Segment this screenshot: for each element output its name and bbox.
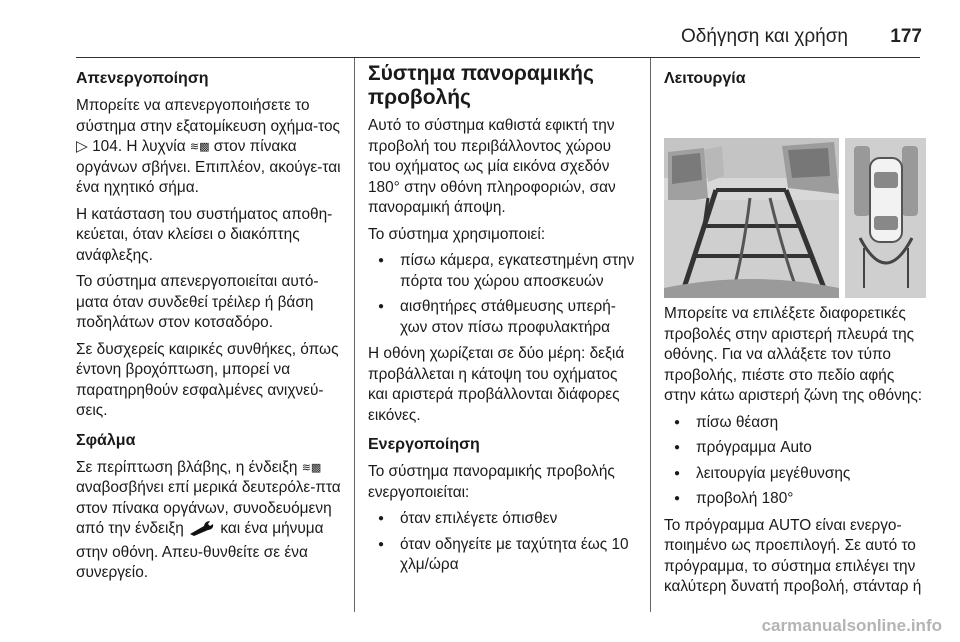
header-rule bbox=[76, 57, 920, 58]
arrow-ref-icon: ▷ bbox=[76, 138, 88, 155]
parking-sensor-icon: ≋▩ bbox=[189, 141, 210, 153]
text: και ένα μήνυμα στην οθόνη. Απευ-θυνθείτε σε ένα συνεργείο. bbox=[76, 520, 324, 581]
parking-sensor-icon: ≋▩ bbox=[301, 461, 322, 474]
list-item: ● όταν επιλέγετε όπισθεν bbox=[368, 509, 636, 530]
column-divider-1 bbox=[354, 58, 355, 612]
text: . Η λυχνία bbox=[117, 138, 190, 155]
paragraph: Αυτό το σύστημα καθιστά εφικτή την προβολή του περιβάλλοντος χώρου του οχήματος ως μία εικόνα σχεδόν 180° στην οθόνη πληροφοριών, σαν πανοραμική άποψη. bbox=[368, 117, 616, 216]
paragraph: Μπορείτε να επιλέξετε διαφορετικές προβολές στην αριστερή πλευρά της οθόνης. Για να αλλάξετε τον τύπο προβολής, πιέστε στο πεδίο αφής στην κάτω αριστερή ζώνη της οθόνης: bbox=[664, 305, 923, 404]
panoramic-view-figure bbox=[664, 138, 926, 298]
paragraph: Η κατάσταση του συστήματος αποθη-κεύεται, όταν κλείσει ο διακόπτης ανάφλεξης. bbox=[76, 205, 333, 264]
heading-panoramic-system: Σύστημα πανοραμικής προβολής bbox=[368, 62, 594, 109]
paragraph bbox=[76, 96, 346, 199]
components-list bbox=[368, 251, 636, 338]
list-item: ● αισθητήρες στάθμευσης υπερή-χων στον πίσω προφυλακτήρα bbox=[368, 297, 636, 338]
text: στον πίνακα οργάνων σβήνει. Επιπλέον, ακούγε-ται ένα ηχητικό σήμα. bbox=[76, 138, 341, 196]
column-3 bbox=[664, 60, 926, 604]
list-item: ● προβολή 180° bbox=[664, 489, 926, 510]
view-types-list bbox=[664, 413, 926, 510]
heading-operation: Λειτουργία bbox=[664, 70, 746, 87]
paragraph: Σε δυσχερείς καιρικές συνθήκες, όπως έντονη βροχόπτωση, μπορεί να παρατηρηθούν εσφαλμένες ανιχνεύ-σεις. bbox=[76, 340, 339, 419]
heading-deactivation: Απενεργοποίηση bbox=[76, 70, 209, 87]
list-item: ● πρόγραμμα Auto bbox=[664, 438, 926, 459]
column-divider-2 bbox=[650, 58, 651, 612]
page-header bbox=[0, 0, 960, 56]
paragraph: Το σύστημα πανοραμικής προβολής ενεργοποιείται: bbox=[368, 463, 615, 501]
paragraph: Η οθόνη χωρίζεται σε δύο μέρη: δεξιά προβάλλεται η κάτοψη του οχήματος και αριστερά προβάλλονται διάφορες εικόνες. bbox=[368, 345, 625, 424]
chapter-title: Οδήγηση και χρήση bbox=[681, 26, 848, 47]
text: αναβοσβήνει επί μερικά δευτερόλε-πτα στον πίνακα οργάνων, συνοδευόμενη από την ένδειξη bbox=[76, 479, 341, 537]
wrench-icon bbox=[188, 520, 216, 543]
list-item: ● λειτουργία μεγέθυνσης bbox=[664, 464, 926, 485]
paragraph: Το πρόγραμμα AUTO είναι ενεργο-ποιημένο ως προεπιλογή. Σε αυτό το πρόγραμμα, το σύστημα επιλέγει την καλύτερη δυνατή προβολή, στάνταρ ή bbox=[664, 516, 922, 595]
column-1 bbox=[76, 60, 346, 590]
paragraph: Το σύστημα χρησιμοποιεί: bbox=[368, 225, 546, 243]
page-number: 177 bbox=[890, 26, 922, 47]
list-item: ● πίσω θέαση bbox=[664, 413, 926, 434]
list-item: ● όταν οδηγείτε με ταχύτητα έως 10 χλμ/ώρα bbox=[368, 535, 636, 576]
column-2 bbox=[368, 60, 636, 582]
activation-list bbox=[368, 509, 636, 576]
camera-view-illustration bbox=[664, 138, 926, 298]
page-reference[interactable]: 104 bbox=[92, 138, 118, 155]
text: Μπορείτε να απενεργοποιήσετε το σύστημα στην εξατομίκευση οχήμα-τος bbox=[76, 97, 340, 135]
text: Σε περίπτωση βλάβης, η ένδειξη bbox=[76, 458, 302, 476]
heading-fault: Σφάλμα bbox=[76, 431, 136, 449]
list-item: ● πίσω κάμερα, εγκατεστημένη στην πόρτα του χώρου αποσκευών bbox=[368, 251, 636, 292]
paragraph bbox=[76, 458, 346, 584]
watermark: carmanualsonline.info bbox=[761, 616, 942, 635]
paragraph: Το σύστημα απενεργοποιείται αυτό-ματα όταν συνδεθεί τρέιλερ ή βάση ποδηλάτων στον κοτσαδόρο. bbox=[76, 273, 319, 331]
heading-activation: Ενεργοποίηση bbox=[368, 436, 480, 453]
